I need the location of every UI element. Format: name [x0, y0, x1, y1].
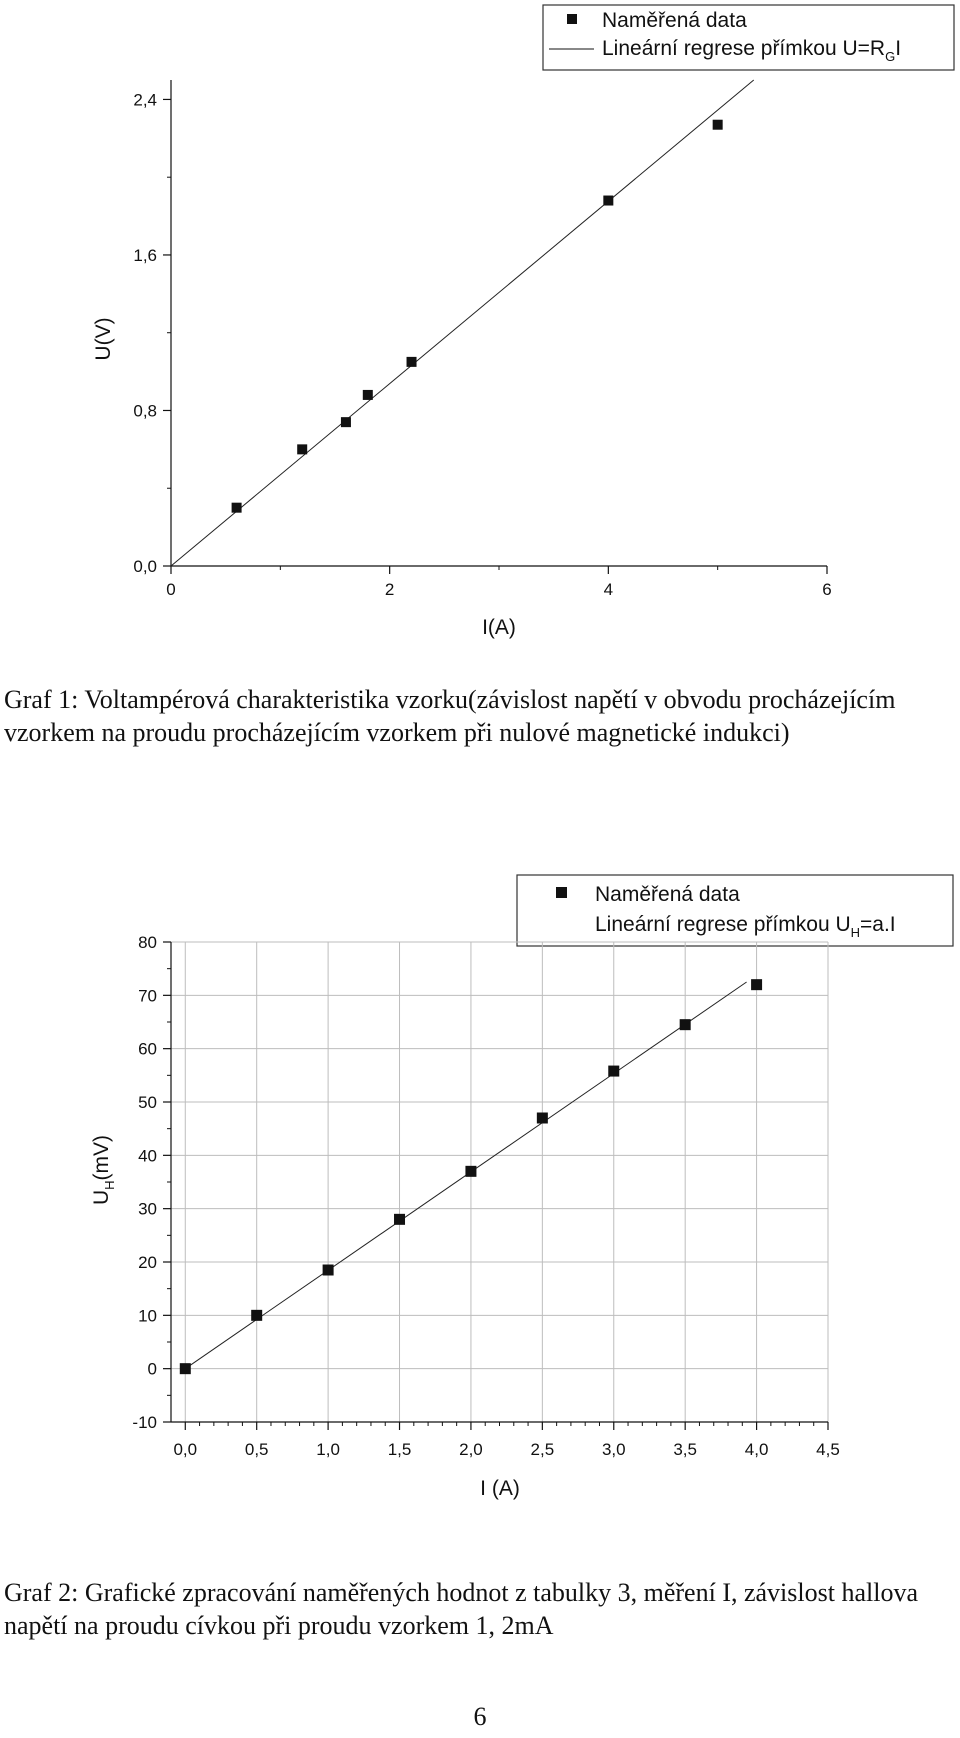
- chart-2-legend-line-text: [595, 913, 896, 940]
- chart-2-data-point: [751, 979, 762, 990]
- chart-2-y-tick-label: 60: [138, 1039, 157, 1059]
- graf-2-caption: Graf 2: Grafické zpracování naměřených hodnot z tabulky 3, měření I, závislost hallova napětí na proudu cívkou při proudu vzorkem 1, 2mA: [4, 1578, 918, 1640]
- chart-1-legend-line-end: I: [895, 37, 902, 60]
- chart-1-data-point: [407, 357, 417, 367]
- chart-1-y-tick-label: 0,0: [133, 557, 157, 576]
- chart-2-legend-points-label: Naměřená data: [595, 883, 740, 906]
- chart-1-legend-line-sub: G: [885, 49, 896, 64]
- chart-2-x-tick-label: 1,5: [387, 1440, 412, 1459]
- chart-2-x-label: I (A): [480, 1477, 520, 1500]
- chart-1-data-point: [363, 390, 373, 400]
- chart-1-data-point: [232, 503, 242, 513]
- page-number: 6: [473, 1702, 487, 1731]
- chart-1-legend-line-text: [602, 37, 901, 64]
- chart-2-y-tick-label: 20: [138, 1253, 157, 1272]
- chart-1-legend: [543, 5, 954, 70]
- chart-2-legend-marker: [556, 887, 567, 898]
- chart-2-y-tick-label: -10: [132, 1413, 157, 1432]
- chart-1-data-point: [713, 120, 723, 130]
- chart-2-x-tick-label: 4,5: [816, 1440, 840, 1459]
- chart-2-legend-line-label: Lineární regrese přímkou U: [595, 913, 851, 936]
- chart-1-y-ticks: [133, 90, 171, 576]
- chart-2-x-tick-label: 3,0: [601, 1440, 626, 1459]
- chart-2-data-point: [608, 1066, 619, 1077]
- chart-2-x-tick-label: 2,5: [530, 1440, 555, 1459]
- chart-1-legend-line-label: Lineární regrese přímkou U=R: [602, 37, 886, 60]
- chart-2-x-tick-label: 4,0: [744, 1440, 769, 1459]
- chart-2-data-point: [251, 1310, 262, 1321]
- chart-2-y-tick-label: 70: [138, 986, 157, 1006]
- chart-1-data-point: [603, 196, 613, 206]
- chart-2-x-tick-label: 2,0: [459, 1440, 483, 1459]
- chart-1-legend-points-label: Naměřená data: [602, 9, 747, 32]
- chart-1-regression-line: [171, 80, 754, 566]
- chart-1-y-tick-label: 1,6: [133, 245, 157, 265]
- chart-2-y-tick-label: 80: [138, 933, 157, 952]
- chart-1-x-tick-label: 0: [166, 580, 176, 599]
- chart-2-y-tick-label: 30: [138, 1199, 157, 1219]
- chart-2-x-tick-label: 0,0: [173, 1440, 198, 1459]
- chart-1-x-tick-label: 4: [603, 580, 614, 599]
- chart-1-legend-marker: [567, 14, 577, 24]
- chart-1-x-tick-label: 2: [384, 580, 395, 599]
- chart-1-data-point: [341, 417, 351, 427]
- chart-2-x-tick-label: 0,5: [244, 1440, 269, 1459]
- chart-2-y-label: [90, 1135, 117, 1205]
- chart-2-x-tick-label: 3,5: [673, 1440, 697, 1459]
- chart-2-y-ticks: [132, 933, 171, 1432]
- chart-1-y-label: U(V): [92, 317, 115, 361]
- chart-2-x-tick-label: 1,0: [316, 1440, 340, 1459]
- chart-1-regression: [171, 80, 754, 566]
- chart-2-data-point: [465, 1166, 476, 1177]
- chart-1-y-tick-label: 0,8: [133, 401, 157, 421]
- chart-1-x-label: I(A): [482, 616, 516, 639]
- chart-1-x-ticks: [166, 566, 831, 599]
- chart-2-data-point: [537, 1113, 548, 1124]
- chart-2-x-ticks: [173, 1422, 839, 1459]
- graf-1-caption: Graf 1: Voltampérová charakteristika vzorku(závislost napětí v obvodu procházejícím vzorkem na proudu procházejícím vzorkem při nulové magnetické indukci): [4, 685, 896, 747]
- chart-2-data-point: [680, 1019, 691, 1030]
- chart-2-legend-line-sub: H: [850, 925, 861, 940]
- chart-2-legend-line-end: =a.I: [860, 913, 896, 936]
- chart-1: [0, 0, 960, 660]
- chart-2-y-tick-label: 50: [138, 1093, 157, 1112]
- chart-2-y-tick-label: 10: [138, 1306, 157, 1326]
- chart-2-y-label-sub: H: [102, 1180, 117, 1190]
- chart-1-x-tick-label: 6: [822, 580, 832, 599]
- chart-2-y-tick-label: 40: [138, 1146, 157, 1166]
- chart-2-y-label-end: (mV): [90, 1134, 113, 1181]
- chart-2-y-label-main: U: [90, 1189, 113, 1206]
- chart-1-data-points: [232, 120, 723, 513]
- chart-2-data-point: [323, 1265, 334, 1276]
- chart-2-legend: [517, 875, 953, 946]
- chart-2-y-tick-label: 0: [147, 1359, 157, 1379]
- chart-2: [0, 870, 960, 1510]
- chart-2-data-point: [394, 1214, 405, 1225]
- chart-2-data-point: [180, 1363, 191, 1374]
- chart-1-y-tick-label: 2,4: [133, 90, 157, 110]
- chart-2-grid: [171, 942, 828, 1422]
- chart-1-data-point: [297, 444, 307, 454]
